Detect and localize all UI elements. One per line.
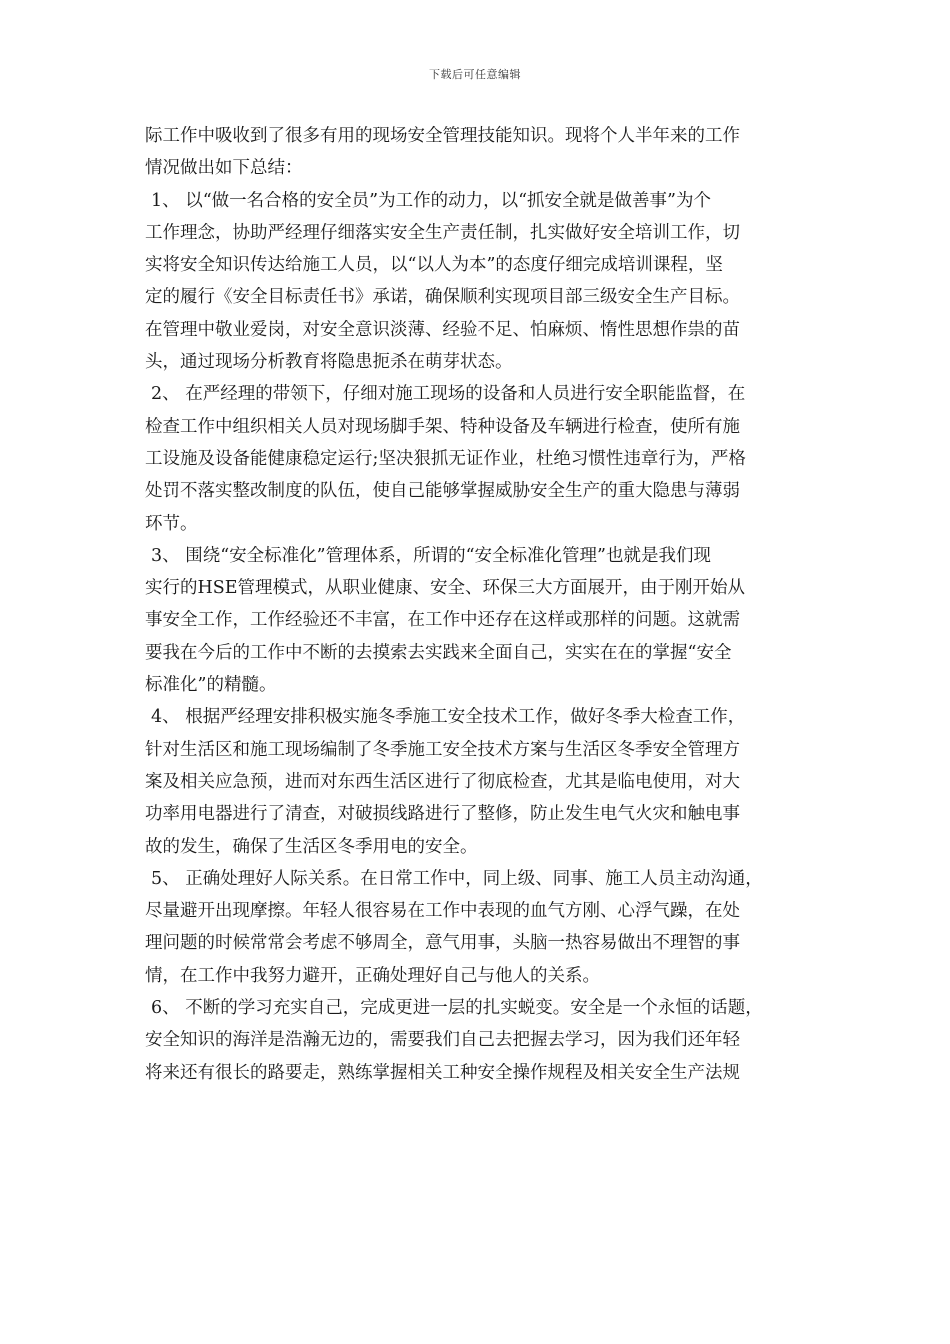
text-line: 理问题的时候常常会考虑不够周全，意气用事，头脑一热容易做出不理智的事 bbox=[145, 933, 740, 954]
text-line: 故的发生，确保了生活区冬季用电的安全。 bbox=[145, 836, 478, 857]
page-header: 下载后可任意编辑 bbox=[429, 68, 521, 81]
list-item-2-line: 2、 在严经理的带领下，仔细对施工现场的设备和人员进行安全职能监督，在 bbox=[151, 384, 746, 405]
text-line: 实将安全知识传达给施工人员，以“以人为本”的态度仔细完成培训课程，坚 bbox=[145, 255, 723, 276]
text-line: 功率用电器进行了清查，对破损线路进行了整修，防止发生电气火灾和触电事 bbox=[145, 804, 740, 825]
text-line: 处罚不落实整改制度的队伍，使自己能够掌握威胁安全生产的重大隐患与薄弱 bbox=[145, 481, 740, 502]
text-line: 定的履行《安全目标责任书》承诺，确保顺利实现项目部三级安全生产目标。 bbox=[145, 287, 740, 308]
text-line: 针对生活区和施工现场编制了冬季施工安全技术方案与生活区冬季安全管理方 bbox=[145, 739, 740, 760]
text-line: 在管理中敬业爱岗，对安全意识淡薄、经验不足、怕麻烦、惰性思想作祟的苗 bbox=[145, 319, 740, 340]
text-line: 工设施及设备能健康稳定运行;坚决狠抓无证作业，杜绝习惯性违章行为，严格 bbox=[145, 448, 746, 469]
text-line: 标准化”的精髓。 bbox=[145, 675, 277, 696]
list-item-6-line: 6、 不断的学习充实自己，完成更进一层的扎实蜕变。安全是一个永恒的话题， bbox=[151, 998, 763, 1019]
list-item-4-line: 4、 根据严经理安排积极实施冬季施工安全技术工作，做好冬季大检查工作， bbox=[151, 707, 746, 728]
text-line: 案及相关应急预，进而对东西生活区进行了彻底检查，尤其是临电使用，对大 bbox=[145, 771, 740, 792]
text-line: 要我在今后的工作中不断的去摸索去实践来全面自己，实实在在的掌握“安全 bbox=[145, 642, 732, 663]
text-line: 安全知识的海洋是浩瀚无边的，需要我们自己去把握去学习，因为我们还年轻 bbox=[145, 1030, 740, 1051]
list-item-3-line: 3、 围绕“安全标准化”管理体系，所谓的“安全标准化管理”也就是我们现 bbox=[151, 545, 711, 566]
text-line: 工作理念，协助严经理仔细落实安全生产责任制，扎实做好安全培训工作，切 bbox=[145, 222, 740, 243]
document-body bbox=[145, 120, 810, 1089]
text-line: 头，通过现场分析教育将隐患扼杀在萌芽状态。 bbox=[145, 352, 513, 373]
text-line: 际工作中吸收到了很多有用的现场安全管理技能知识。现将个人半年来的工作 bbox=[145, 126, 740, 146]
text-line: 实行的HSE管理模式，从职业健康、安全、环保三大方面展开，由于刚开始从 bbox=[145, 578, 746, 599]
text-line: 事安全工作，工作经验还不丰富，在工作中还存在这样或那样的问题。这就需 bbox=[145, 610, 740, 631]
text-line: 将来还有很长的路要走，熟练掌握相关工种安全操作规程及相关安全生产法规 bbox=[145, 1062, 740, 1083]
text-line: 情况做出如下总结： bbox=[145, 158, 303, 179]
text-line: 环节。 bbox=[145, 513, 198, 534]
text-line: 尽量避开出现摩擦。年轻人很容易在工作中表现的血气方刚、心浮气躁，在处 bbox=[145, 901, 740, 922]
list-item-1-line: 1、 以“做一名合格的安全员”为工作的动力，以“抓安全就是做善事”为个 bbox=[151, 190, 711, 211]
list-item-5-line: 5、 正确处理好人际关系。在日常工作中，同上级、同事、施工人员主动沟通， bbox=[151, 868, 763, 889]
text-line: 情，在工作中我努力避开，正确处理好自己与他人的关系。 bbox=[145, 965, 600, 986]
text-line: 检查工作中组织相关人员对现场脚手架、特种设备及车辆进行检查，使所有施 bbox=[145, 416, 740, 437]
